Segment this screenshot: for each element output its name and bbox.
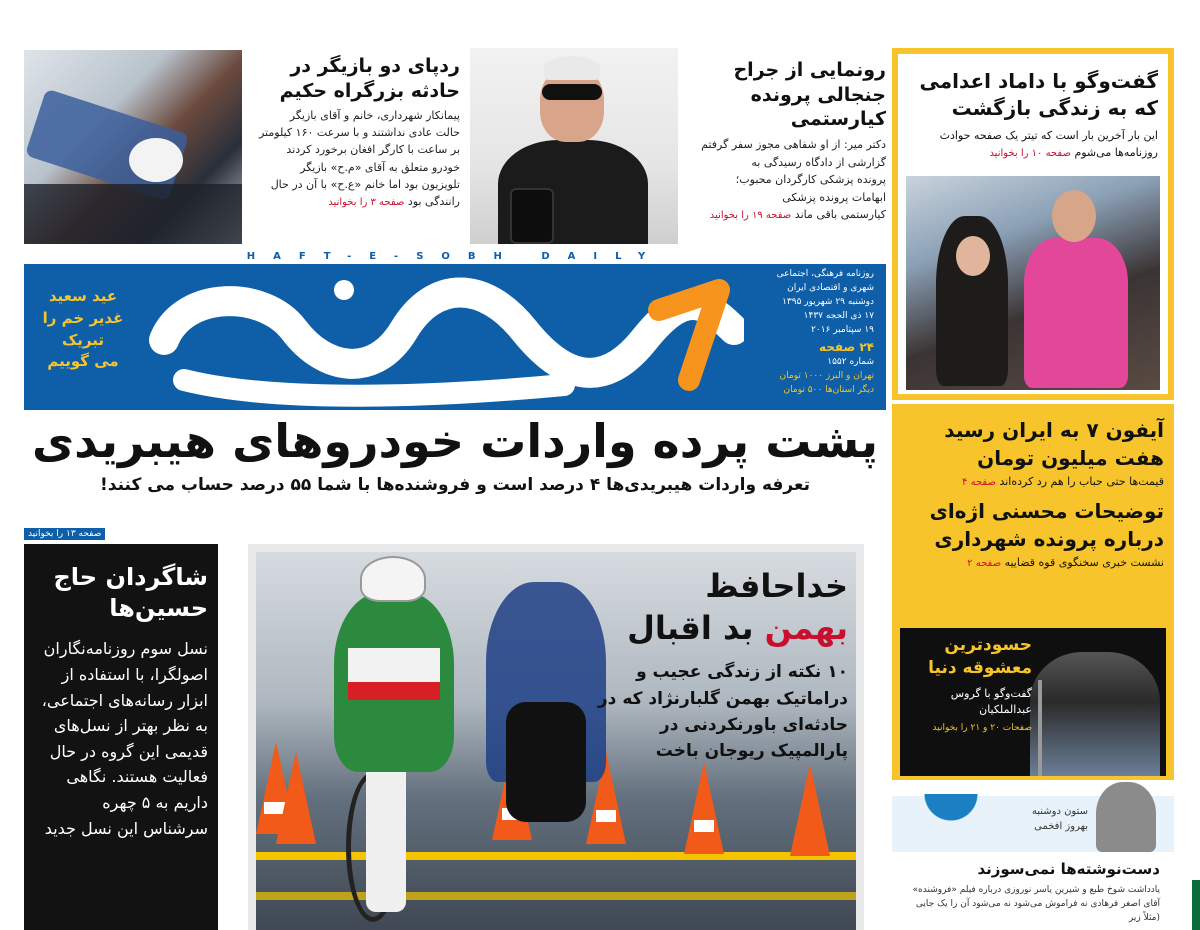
next-page-edge: [1192, 880, 1200, 930]
issue-number: شماره ۱۵۵۲: [827, 357, 874, 368]
story-young-journalists-body: نسل سوم روزنامه‌نگاران اصولگرا، با استفاده از ابزار رسانه‌های اجتماعی، به نظر بهتر از نسل‌های قدیمی این گروه در حال فعالیت هستند. نگاهی داریم به ۵ چهره سرشناس این نسل جدید: [41, 639, 208, 838]
main-headline: پشت پرده واردات خودروهای هیبریدی: [32, 414, 878, 468]
masthead-strip: HAFT-E-SOBH DAILY: [24, 250, 886, 264]
story-music-ref: صفحات ۲۰ و ۲۱ را بخوانید: [932, 722, 1032, 733]
sun-icon: [906, 794, 996, 854]
story-iphone-title: آیفون ۷ به ایران رسید هفت میلیون تومان: [944, 418, 1164, 470]
page-count: ۲۴ صفحه: [819, 339, 874, 354]
story-interview-sub: این بار آخرین بار است که تیتر یک صفحه حوادث روزنامه‌ها می‌شوم صفحه ۱۰ را بخوانید: [939, 129, 1158, 159]
story-interview-title: گفت‌وگو با داماد اعدامی که به زندگی بازگشت: [919, 69, 1158, 120]
kiarostami-photo: [470, 48, 678, 244]
story-highway-accident-ref: صفحه ۳ را بخوانید: [328, 196, 405, 208]
column-author: بهروز افخمی: [1034, 821, 1088, 832]
story-kiarostami-title: رونمایی از جراح جنجالی پرونده کیارستمی: [733, 59, 886, 131]
column-header: [892, 796, 1174, 852]
story-young-journalists[interactable]: [24, 544, 218, 930]
right-column: [892, 48, 1174, 780]
story-kiarostami-body: دکتر میر: از او شفاهی مجوز سفر گرفتم گزارشی از دادگاه رسیدگی به پرونده پزشکی کارگردان محبوب؛ ابهامات پرونده پزشکی کیارستمی باقی ماند صفحه ۱۹ را بخوانید: [701, 138, 886, 222]
eid-greeting: عید سعید غدیر خم را تبریک می گوییم: [42, 287, 124, 371]
feature-cyclist[interactable]: [248, 544, 864, 930]
right-yellow-stories: [892, 404, 1174, 780]
column-title: دست‌نوشته‌ها نمی‌سوزند: [977, 860, 1160, 878]
story-music-title: حسودترین معشوقه دنیا: [928, 635, 1032, 678]
musician-photo: [1030, 652, 1160, 776]
column-body: یادداشت شوخ طبع و شیرین یاسر نوروزی درباره فیلم «فروشنده» آقای اصغر فرهادی نه فراموش می‌شود نه می‌شود آن را یک جایی (مثلاً زیر: [912, 885, 1160, 923]
accident-photo: [24, 50, 242, 244]
story-kiarostami-ref: صفحه ۱۹ را بخوانید: [709, 210, 792, 222]
story-highway-accident-body: پیمانکار شهرداری، خانم و آقای بازیگر حالت عادی نداشتند و با سرعت ۱۶۰ کیلومتر بر ساعت با کارگر افغان برخورد کردند خودرو متعلق به آقای «م.ح» بازیگر تلویزیون بود اما خانم «ع.ح» با آن در حال رانندگی بود صفحه ۳ را بخوانید: [258, 109, 460, 208]
story-interview[interactable]: [892, 48, 1174, 400]
price-other: دیگر استان‌ها ۵۰۰ تومان: [783, 385, 874, 396]
main-headline-sub: تعرفه واردات هیبریدی‌ها ۴ درصد است و فروشنده‌ها با شما ۵۵ درصد حساب می کنند!: [100, 474, 810, 495]
story-young-journalists-title: شاگردان حاج حسین‌ها: [53, 563, 208, 623]
masthead: [24, 250, 886, 410]
story-highway-accident-title: ردپای دو بازیگر در حادثه بزرگراه حکیم: [279, 55, 460, 102]
main-headline-block[interactable]: [24, 414, 886, 539]
story-highway-accident[interactable]: [252, 54, 460, 210]
story-music-sub: گفت‌وگو با گروس عبدالملکیان: [950, 686, 1032, 717]
newspaper-logo[interactable]: [144, 270, 744, 410]
feature-body: ۱۰ نکته از زندگی عجیب و دراماتیک بهمن گلبارنژاد که در حادثه‌ای باورنکردنی در پارالمپیک ریوجان باخت: [597, 662, 848, 762]
top-band: [24, 48, 886, 248]
story-mohseni[interactable]: توضیحات محسنی اژه‌ای درباره پرونده شهرداری نشست خبری سخنگوی قوه قضاییه صفحه ۲: [892, 491, 1174, 572]
author-photo: [1096, 782, 1156, 852]
couple-photo: [906, 176, 1160, 390]
main-headline-ref: صفحه ۱۳ را بخوانید: [24, 528, 105, 540]
story-music[interactable]: [900, 628, 1166, 776]
feature-text: [588, 566, 848, 765]
feature-title: خداحافظ بهمن بد اقبال: [627, 567, 848, 647]
story-iphone[interactable]: آیفون ۷ به ایران رسید هفت میلیون تومان قیمت‌ها حتی حباب را هم رد کرده‌اند صفحه ۴: [892, 404, 1174, 491]
story-mohseni-title: توضیحات محسنی اژه‌ای درباره پرونده شهرداری: [929, 498, 1164, 551]
masthead-meta: روزنامه فرهنگی، اجتماعی شهری و اقتصادی ایران دوشنبه ۲۹ شهریور ۱۳۹۵ ۱۷ ذی الحجه ۱۴۳۷ ۱۹ سپتامبر ۲۰۱۶ ۲۴ صفحه شماره ۱۵۵۲ تهران و البرز ۱۰۰۰ تومان دیگر استان‌ها ۵۰۰ تومان: [724, 268, 874, 398]
column-section: ستون دوشنبه: [1031, 806, 1088, 817]
story-kiarostami[interactable]: [682, 58, 886, 224]
price-tehran: تهران و البرز ۱۰۰۰ تومان: [779, 371, 874, 382]
monday-column[interactable]: [892, 796, 1174, 930]
